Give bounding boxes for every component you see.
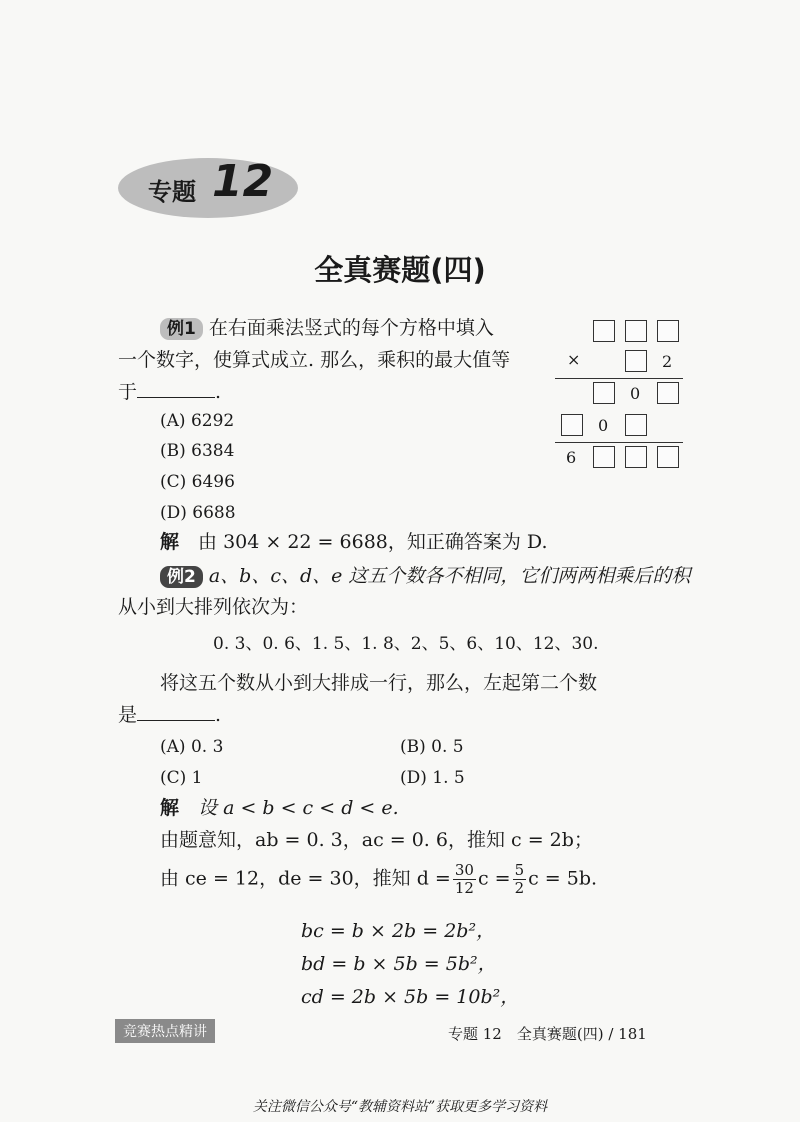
digit-box [593, 382, 615, 404]
digit-2: 2 [662, 352, 673, 371]
page-footer: 专题 12 全真赛题(四) / 181 [448, 1025, 647, 1043]
ex2-label: 例2 [160, 566, 203, 588]
digit-box [657, 446, 679, 468]
ex2-line1: 例2 a、b、c、d、e 这五个数各不相同，它们两两相乘后的积 [160, 562, 690, 590]
topic-number: 12 [212, 156, 274, 207]
ex1-option-b: (B) 6384 [160, 441, 235, 461]
digit-0: 0 [598, 416, 609, 435]
watermark-text: 关注微信公众号“教辅资料站”获取更多学习资料 [252, 1099, 548, 1115]
ex2-products: 0. 3、0. 6、1. 5、1. 8、2、5、6、10、12、30. [213, 634, 599, 654]
ex2-line3: 将这五个数从小到大排成一行，那么，左起第二个数 [160, 672, 598, 694]
ex1-option-d: (D) 6688 [160, 503, 236, 523]
ex2-solution-3: 由 ce = 12，de = 30，推知 d = $\frac{30}{12}$ c = $\frac{5}{2}$ c = 5b. [160, 861, 598, 897]
rule-line [555, 378, 683, 379]
ex2-solution-1: 解 设 a < b < c < d < e. [160, 797, 399, 819]
ex2-option-c: (C) 1 [160, 768, 203, 788]
equation-bd: bd = b × 5b = 5b²， [301, 953, 497, 975]
digit-box [625, 414, 647, 436]
digit-box [561, 414, 583, 436]
digit-box [625, 350, 647, 372]
ex2-option-a: (A) 0. 3 [160, 737, 224, 757]
ex2-solution-2: 由题意知，ab = 0. 3，ac = 0. 6，推知 c = 2b； [160, 829, 593, 851]
equation-cd: cd = 2b × 5b = 10b²， [301, 986, 520, 1008]
digit-box [657, 382, 679, 404]
ex1-line1: 例1 在右面乘法竖式的每个方格中填入 [160, 314, 494, 342]
digit-6: 6 [566, 448, 577, 467]
answer-blank [137, 702, 215, 721]
ex1-option-a: (A) 6292 [160, 411, 235, 431]
answer-blank [137, 379, 215, 398]
fraction-30-12: $\frac{30}{12}$ [454, 861, 474, 897]
digit-box [657, 320, 679, 342]
digit-box [625, 446, 647, 468]
fraction-5-2: $\frac{5}{2}$ [514, 861, 525, 897]
ex1-label: 例1 [160, 318, 203, 340]
digit-0: 0 [630, 384, 641, 403]
ex2-option-d: (D) 1. 5 [400, 768, 465, 788]
times-symbol: × [567, 350, 581, 369]
equation-bc: bc = b × 2b = 2b²， [301, 920, 496, 942]
page-title: 全真赛题(四) [314, 253, 486, 287]
topic-label: 专题 [148, 178, 196, 206]
ex1-option-c: (C) 6496 [160, 472, 235, 492]
ex1-solution: 解 由 304 × 22 = 6688，知正确答案为 D. [160, 531, 548, 553]
ex2-option-b: (B) 0. 5 [400, 737, 464, 757]
ex2-line2: 从小到大排列依次为： [118, 596, 309, 618]
digit-box [625, 320, 647, 342]
ex2-line4: 是 . [118, 704, 222, 726]
ex1-line3: 于 . [118, 381, 222, 403]
digit-box [593, 320, 615, 342]
rule-line [555, 442, 683, 443]
ex1-line2: 一个数字，使算式成立. 那么，乘积的最大值等 [118, 349, 511, 371]
multiplication-puzzle [555, 316, 685, 476]
digit-box [593, 446, 615, 468]
section-tag: 竞赛热点精讲 [115, 1019, 215, 1043]
